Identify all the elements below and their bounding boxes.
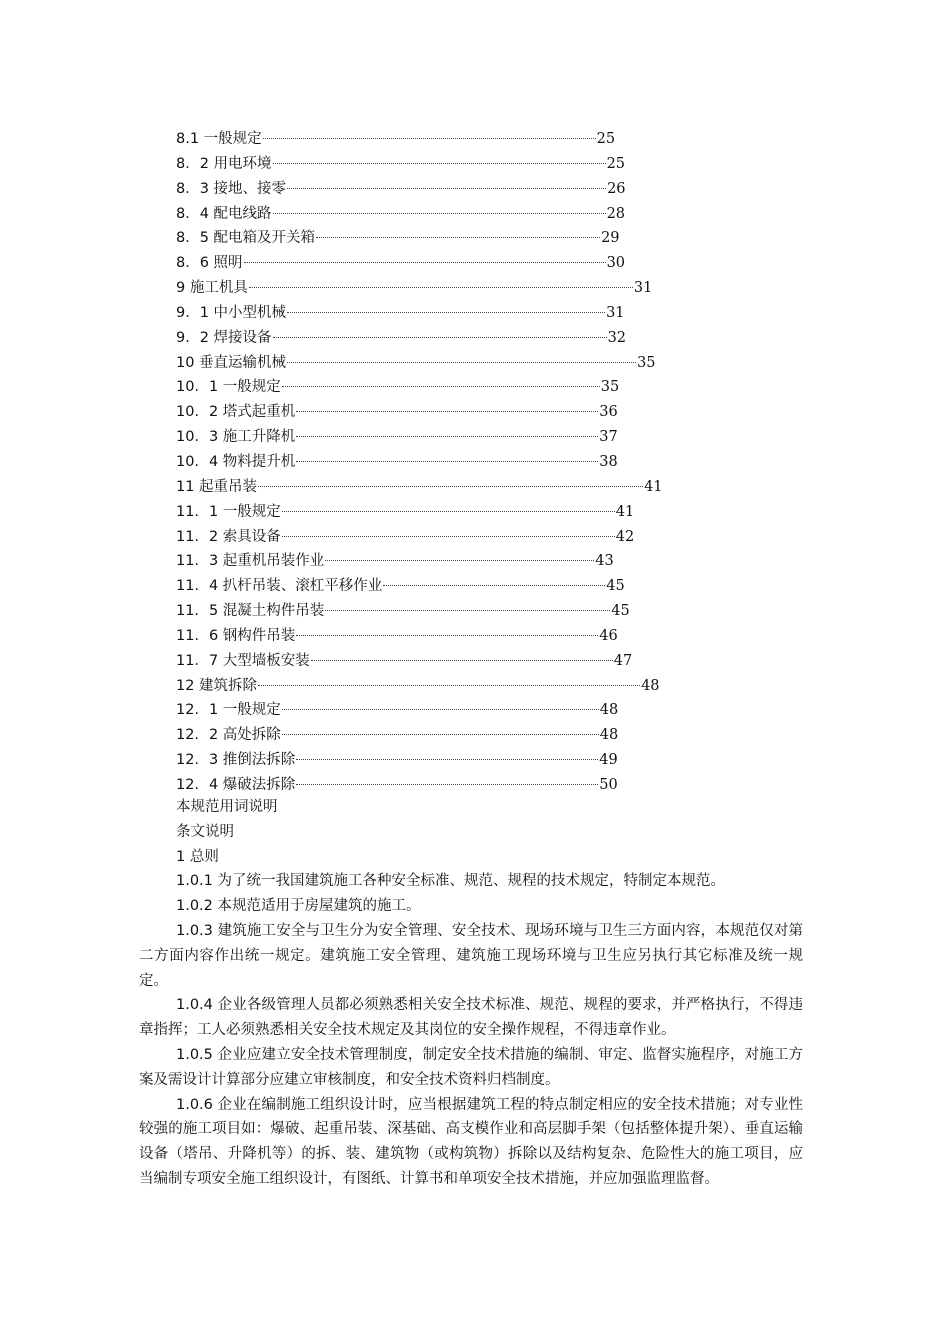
toc-entry-page: 38 xyxy=(599,453,618,470)
toc-leader xyxy=(273,163,606,164)
toc-entry[interactable] xyxy=(176,698,663,723)
toc-leader xyxy=(311,660,613,661)
toc-entry-label: 10．4 物料提升机 xyxy=(176,453,296,470)
toc-entry-page: 50 xyxy=(599,776,618,793)
toc-leader xyxy=(249,287,633,288)
toc-entry[interactable] xyxy=(176,127,663,152)
toc-entry-label: 9 施工机具 xyxy=(176,280,248,297)
toc-leader xyxy=(258,486,643,487)
toc-entry-label: 12 建筑拆除 xyxy=(176,677,258,694)
toc-entry-page: 48 xyxy=(641,677,660,694)
toc-entry-page: 41 xyxy=(644,478,663,495)
toc-entry[interactable] xyxy=(176,475,663,500)
toc-leader xyxy=(244,262,606,263)
toc-entry-page: 49 xyxy=(599,752,618,769)
toc-leader xyxy=(263,138,596,139)
toc-entry[interactable] xyxy=(176,500,663,525)
toc-entry[interactable] xyxy=(176,375,663,400)
toc-entry-label: 9．1 中小型机械 xyxy=(176,304,287,321)
toc-leader xyxy=(273,337,607,338)
toc-entry-page: 35 xyxy=(600,379,620,396)
toc-leader xyxy=(287,362,636,363)
toc-entry-page: 45 xyxy=(606,578,625,595)
toc-entry-page: 37 xyxy=(599,429,618,446)
toc-leader xyxy=(296,461,598,462)
toc-entry-page: 46 xyxy=(599,627,618,644)
toc-entry-label: 11．7 大型墙板安装 xyxy=(176,652,310,669)
toc-entry[interactable] xyxy=(176,599,663,624)
toc-entry[interactable] xyxy=(176,574,663,599)
toc-entry-label: 8.1 一般规定 xyxy=(176,131,262,147)
toc-entry-label: 12．2 高处拆除 xyxy=(176,727,281,744)
toc-entry-page: 32 xyxy=(607,329,627,346)
toc-entry[interactable] xyxy=(176,649,663,674)
toc-leader xyxy=(296,436,598,437)
toc-entry-label: 10．3 施工升降机 xyxy=(176,429,296,446)
toc-entry[interactable] xyxy=(176,400,663,425)
toc-entry[interactable] xyxy=(176,251,663,276)
clause-paragraph: 1.0.5 企业应建立安全技术管理制度，制定安全技术措施的编制、审定、监督实施程序，对施工方案及需设计计算部分应建立审核制度，和安全技术资料归档制度。 xyxy=(139,1046,803,1088)
toc-plain-entry: 条文说明 xyxy=(176,823,234,840)
toc-entry-label: 11．2 索具设备 xyxy=(176,528,281,545)
toc-leader xyxy=(325,560,594,561)
toc-leader xyxy=(282,734,599,735)
toc-entry-page: 28 xyxy=(606,205,626,222)
toc-entry[interactable] xyxy=(176,624,663,649)
toc-entry-label: 12．3 推倒法拆除 xyxy=(176,752,296,769)
toc-entry-label: 11．4 扒杆吊装、滚杠平移作业 xyxy=(176,578,383,595)
toc-entry[interactable] xyxy=(176,425,663,450)
toc-leader xyxy=(282,709,599,710)
toc-entry[interactable] xyxy=(176,301,663,326)
toc-entry-page: 25 xyxy=(606,155,626,172)
toc-leader xyxy=(296,411,598,412)
table-of-contents xyxy=(176,127,663,798)
toc-entry-label: 8．5 配电箱及开关箱 xyxy=(176,230,316,247)
toc-entry-label: 11．1 一般规定 xyxy=(176,503,281,520)
toc-leader xyxy=(296,635,598,636)
toc-entry[interactable] xyxy=(176,723,663,748)
toc-leader xyxy=(296,784,598,785)
toc-entry-label: 9．2 焊接设备 xyxy=(176,329,272,346)
toc-entry[interactable] xyxy=(176,202,663,227)
toc-entry-page: 47 xyxy=(613,652,633,669)
toc-entry-label: 11．5 混凝土构件吊装 xyxy=(176,603,325,620)
toc-leader xyxy=(282,511,615,512)
toc-leader xyxy=(316,237,600,238)
toc-entry-page: 25 xyxy=(596,131,616,147)
toc-entry-label: 11 起重吊装 xyxy=(176,478,258,495)
toc-entry[interactable] xyxy=(176,276,663,301)
toc-entry-page: 30 xyxy=(606,255,626,272)
clause-paragraph: 1.0.3 建筑施工安全与卫生分为安全管理、安全技术、现场环境与卫生三方面内容，本规范仅对第二方面内容作出统一规定。建筑施工安全管理、建筑施工现场环境与卫生应另执行其它标准及统一规定。 xyxy=(139,922,803,989)
toc-entry-page: 48 xyxy=(599,702,619,719)
toc-entry-page: 43 xyxy=(595,553,614,570)
toc-entry-label: 11．6 钢构件吊装 xyxy=(176,627,296,644)
toc-entry-page: 35 xyxy=(637,354,656,371)
toc-leader xyxy=(383,585,605,586)
toc-entry[interactable] xyxy=(176,177,663,202)
toc-entry[interactable] xyxy=(176,549,663,574)
section-heading: 1 总则 xyxy=(176,848,219,865)
toc-entry-page: 31 xyxy=(633,280,653,297)
toc-entry-label: 8．4 配电线路 xyxy=(176,205,272,222)
toc-leader xyxy=(273,213,606,214)
toc-entry-label: 8．3 接地、接零 xyxy=(176,180,287,197)
toc-entry-page: 45 xyxy=(611,603,630,620)
toc-plain-entry: 本规范用词说明 xyxy=(176,799,278,815)
toc-leader xyxy=(287,312,605,313)
clause-paragraph: 1.0.6 企业在编制施工组织设计时，应当根据建筑工程的特点制定相应的安全技术措施；对专业性较强的施工项目如：爆破、起重吊装、深基础、高支模作业和高层脚手架（包括整体提升架）、垂直运输设备（塔吊、升降机等）的拆、装、建筑物（或构筑物）拆除以及结构复杂、危险性大的施工项目，应当编制专项安全施工组织设计，有图纸、计算书和单项安全技术措施，并应加强监理监督。 xyxy=(139,1096,803,1187)
toc-leader xyxy=(258,685,640,686)
toc-entry-label: 12．4 爆破法拆除 xyxy=(176,776,296,793)
toc-entry[interactable] xyxy=(176,152,663,177)
toc-entry-label: 11．3 起重机吊装作业 xyxy=(176,553,325,570)
toc-entry-page: 29 xyxy=(601,230,620,247)
toc-entry-page: 36 xyxy=(599,404,618,421)
toc-entry-label: 10．1 一般规定 xyxy=(176,379,281,396)
toc-leader xyxy=(282,386,600,387)
toc-entry-page: 41 xyxy=(615,503,635,520)
toc-entry[interactable] xyxy=(176,326,663,351)
toc-entry-label: 12．1 一般规定 xyxy=(176,702,281,719)
toc-leader xyxy=(287,188,606,189)
toc-leader xyxy=(296,759,598,760)
clause-paragraph: 1.0.4 企业各级管理人员都必须熟悉相关安全技术标准、规范、规程的要求，并严格执行，不得违章指挥；工人必须熟悉相关安全技术规定及其岗位的安全操作规程，不得违章作业。 xyxy=(139,997,803,1039)
toc-entry-page: 48 xyxy=(599,727,619,744)
toc-entry-label: 10．2 塔式起重机 xyxy=(176,404,296,421)
document-body xyxy=(139,795,803,1192)
toc-entry-page: 31 xyxy=(606,304,625,321)
toc-entry-page: 42 xyxy=(615,528,635,545)
toc-entry[interactable] xyxy=(176,525,663,550)
toc-entry-page: 26 xyxy=(607,180,626,197)
toc-entry-label: 10 垂直运输机械 xyxy=(176,354,287,371)
toc-entry-label: 8．2 用电环境 xyxy=(176,155,272,172)
toc-entry[interactable] xyxy=(176,351,663,376)
toc-entry[interactable] xyxy=(176,450,663,475)
clause-paragraph: 1.0.2 本规范适用于房屋建筑的施工。 xyxy=(176,898,421,915)
toc-leader xyxy=(325,610,610,611)
toc-entry[interactable] xyxy=(176,674,663,699)
toc-leader xyxy=(282,536,615,537)
toc-entry-label: 8．6 照明 xyxy=(176,255,243,272)
clause-paragraph: 1.0.1 为了统一我国建筑施工各种安全标准、规范、规程的技术规定，特制定本规范。 xyxy=(176,873,726,890)
toc-entry[interactable] xyxy=(176,748,663,773)
toc-entry[interactable] xyxy=(176,226,663,251)
